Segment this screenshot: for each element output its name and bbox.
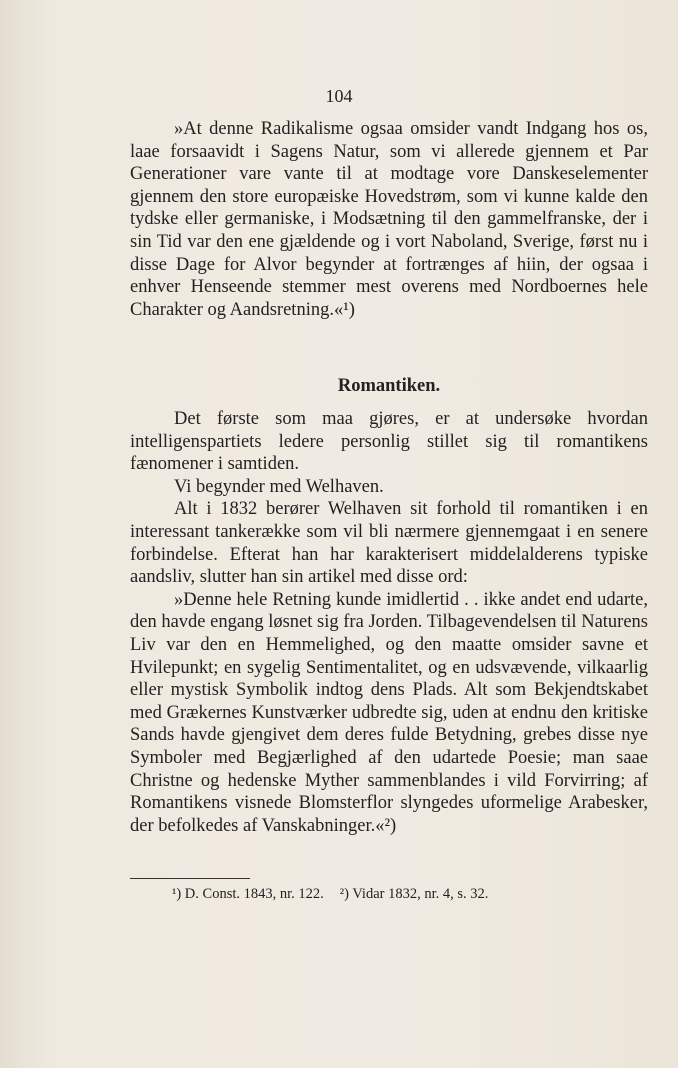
paragraph-3: Alt i 1832 berører Welhaven sit forhold til romantiken i en interessant tankerække som vil bli nærmere gjennemgaat i en senere forbindelse. Efterat han har karakterisert middelalderens typiske aandsliv, slutter han sin artikel med disse ord: bbox=[130, 499, 648, 588]
page-number: 104 bbox=[325, 86, 353, 106]
paragraph-4: »Denne hele Retning kunde imidlertid . . ikke andet end udarte, den havde engang løsnet sig fra Jorden. Tilbagevendelsen til Naturens Liv var den en Hemmelighed, og den maatte omsider savne et Hvilepunkt; en sygelig Sentimentalitet, og en udsvævende, vilkaarlig eller mystisk Symbolik indtog dens Plads. Alt som Bekjendtskabet med Grækernes Kunstværker udbredte sig, uden at endnu den kritiske Sands havde gjengivet dem deres fulde Betydning, grebes disse nye Symboler med Begjærlighed af den udartede Poesie; man saae Christne og hedenske Myther sammenblandes i vild Forvirring; af Romantikens visnede Blomsterflor slyngedes uformelige Arabesker, der befolkedes af Vanskabninger.«²) bbox=[130, 589, 648, 836]
paragraph-1: Det første som maa gjøres, er at undersøke hvordan intelligenspartiets ledere personlig stillet sig til romantikens fænomener i samtiden. bbox=[130, 409, 648, 475]
paragraph-2: Vi begynder med Welhaven. bbox=[174, 476, 384, 497]
section-heading: Romantiken. bbox=[337, 376, 441, 396]
footnote-1: ¹) D. Const. 1843, nr. 122. bbox=[172, 886, 324, 902]
quote-block bbox=[130, 118, 648, 321]
quote-paragraph: »At denne Radikalisme ogsaa omsider vandt Indgang hos os, laae forsaavidt i Sagens Natur, som vi allerede gjennem et Par Generationer vare vante til at modtage vore Danskeselementer gjennem den store europæiske Hovedstrøm, som vi kunne kalde den tydske eller germaniske, i Modsætning til den gammelfranske, der i sin Tid var den ene gjældende og i vort Naboland, Sverige, først nu i disse Dage for Alvor begynder at fortrænges af hiin, der ogsaa i enhver Henseende stemmer mest overens med Nordboernes hele Charakter og Aandsretning.«¹) bbox=[130, 119, 648, 320]
footnote-2: ²) Vidar 1832, nr. 4, s. 32. bbox=[339, 886, 489, 902]
body-text bbox=[130, 408, 648, 837]
footnotes bbox=[172, 884, 642, 904]
footnote-rule bbox=[130, 878, 250, 879]
